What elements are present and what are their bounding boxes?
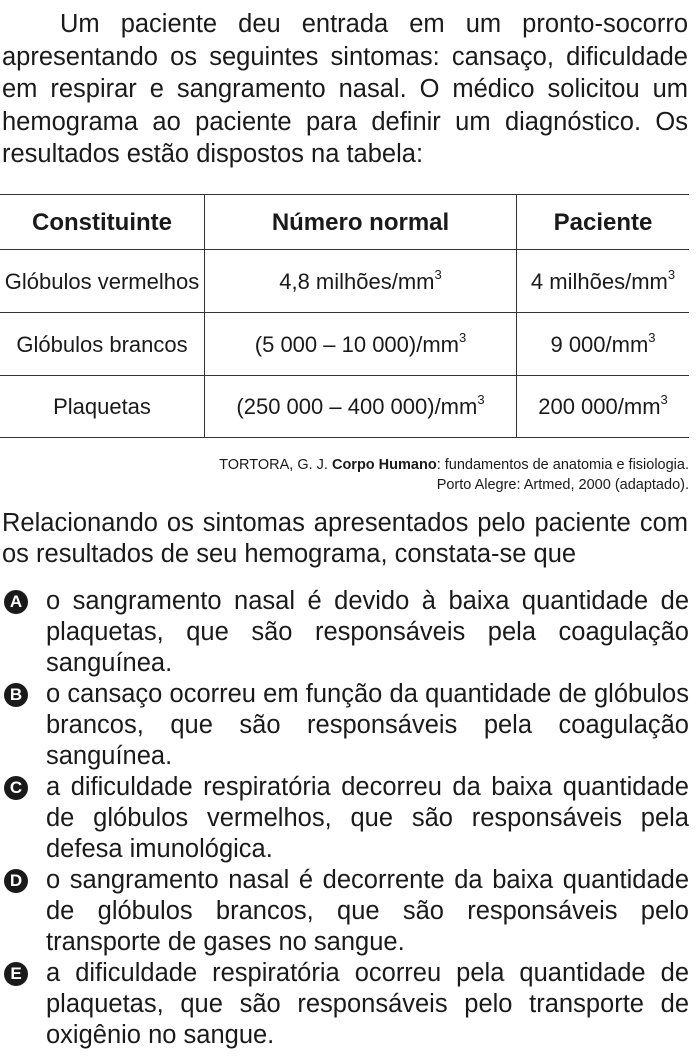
option-text: o sangramento nasal é devido à baixa quantidade de plaquetas, que são responsáveis pela coagulação sanguínea. xyxy=(46,587,689,677)
header-patient: Paciente xyxy=(517,195,690,250)
patient-exponent: 3 xyxy=(667,266,676,282)
table-row xyxy=(0,250,689,313)
patient-exponent: 3 xyxy=(648,329,656,345)
patient-exponent: 3 xyxy=(660,392,668,407)
normal-exponent: 3 xyxy=(459,329,467,345)
hemogram-table xyxy=(0,194,689,438)
option-letter-badge: C xyxy=(4,776,28,800)
question-stem: Relacionando os sintomas apresentados pelo paciente com os resultados de seu hemograma, constata-se que xyxy=(2,509,688,568)
patient-value: 4 milhões/mm xyxy=(530,268,668,294)
cell-constituent: Glóbulos vermelhos xyxy=(0,250,205,313)
cell-patient xyxy=(517,376,690,438)
cell-normal xyxy=(205,376,517,438)
cell-normal xyxy=(205,250,517,313)
option-letter-badge: B xyxy=(4,683,28,707)
option-b[interactable] xyxy=(0,679,689,772)
cell-patient xyxy=(517,313,690,376)
option-text: a dificuldade respiratória decorreu da baixa quantidade de glóbulos vermelhos, que são responsáveis pela defesa imunológica. xyxy=(46,773,689,863)
option-letter-badge: D xyxy=(4,869,28,893)
cell-patient xyxy=(517,250,690,313)
table-row xyxy=(0,376,689,438)
normal-value: 4,8 milhões/mm xyxy=(279,268,435,294)
header-normal: Número normal xyxy=(205,195,517,250)
option-text: o sangramento nasal é decorrente da baixa quantidade de glóbulos brancos, que são responsáveis pelo transporte de gases no sangue. xyxy=(46,866,689,956)
patient-value: 200 000/mm xyxy=(538,394,661,419)
question-intro: Um paciente deu entrada em um pronto-socorro apresentando os seguintes sintomas: cansaço, dificuldade em respirar e sangramento nasal. O médico solicitou um hemograma ao paciente para definir um diagnóstico. Os resultados estão dispostos na tabela: xyxy=(2,10,688,168)
patient-value: 9 000/mm xyxy=(550,331,649,357)
option-letter-badge: E xyxy=(4,962,28,986)
table-header-row xyxy=(0,195,689,250)
normal-exponent: 3 xyxy=(434,266,442,282)
normal-value: (5 000 – 10 000)/mm xyxy=(254,331,459,357)
normal-value: (250 000 – 400 000)/mm xyxy=(236,394,478,419)
option-text: a dificuldade respiratória ocorreu pela quantidade de plaquetas, que são responsáveis pelo transporte de oxigênio no sangue. xyxy=(46,959,689,1049)
citation-line-1 xyxy=(219,455,689,475)
citation-subtitle: : fundamentos de anatomia e fisiologia. xyxy=(436,457,689,473)
citation-title: Corpo Humano xyxy=(331,457,437,473)
option-a[interactable] xyxy=(0,586,689,679)
normal-exponent: 3 xyxy=(477,392,485,407)
option-c[interactable] xyxy=(0,772,689,865)
cell-constituent: Plaquetas xyxy=(0,376,205,438)
citation-line-2: Porto Alegre: Artmed, 2000 (adaptado). xyxy=(436,477,689,493)
cell-normal xyxy=(205,313,517,376)
cell-constituent: Glóbulos brancos xyxy=(0,313,205,376)
option-letter-badge: A xyxy=(4,590,28,614)
table-row xyxy=(0,313,689,376)
option-text: o cansaço ocorreu em função da quantidade de glóbulos brancos, que são responsáveis pela coagulação sanguínea. xyxy=(46,680,689,770)
header-constituent: Constituinte xyxy=(0,195,205,250)
option-e[interactable] xyxy=(0,958,689,1051)
citation-author: TORTORA, G. J. xyxy=(219,457,332,473)
option-d[interactable] xyxy=(0,865,689,958)
source-citation xyxy=(219,455,689,495)
answer-options xyxy=(0,586,689,1051)
